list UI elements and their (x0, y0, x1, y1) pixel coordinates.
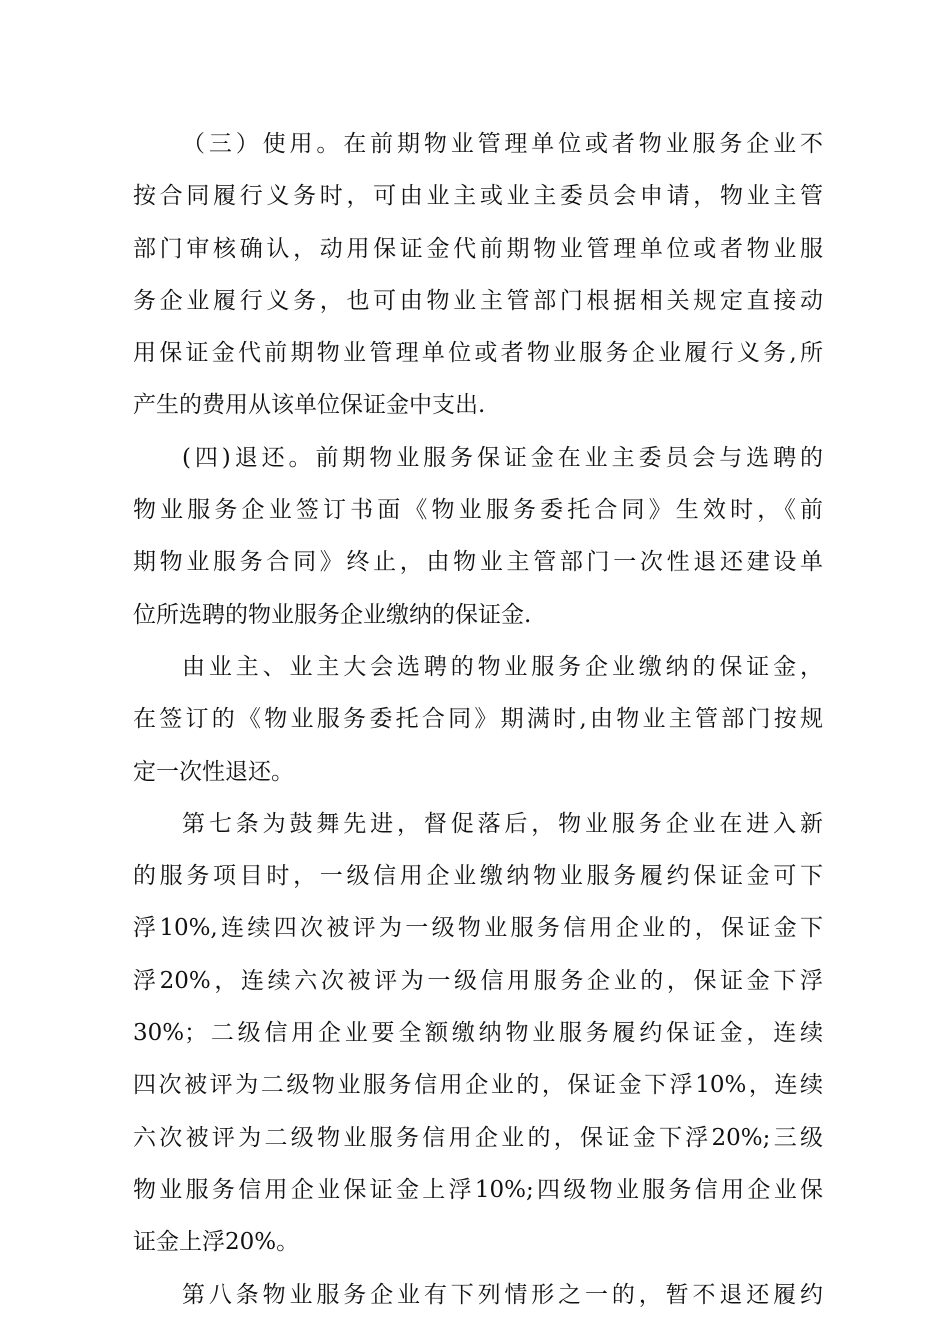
text-line: 产生的费用从该单位保证金中支出. (133, 392, 486, 419)
text-line: 用保证金代前期物业管理单位或者物业服务企业履行义务,所 (133, 340, 823, 367)
text-line: 第八条物业服务企业有下列情形之一的，暂不退还履约 (182, 1281, 823, 1308)
text-line: 四次被评为二级物业服务信用企业的，保证金下浮10%，连续 (133, 1072, 823, 1099)
text-line: 部门审核确认，动用保证金代前期物业管理单位或者物业服 (133, 235, 823, 262)
text-line: 物业服务企业签订书面《物业服务委托合同》生效时，《前 (133, 497, 823, 524)
text-line: 六次被评为二级物业服务信用企业的，保证金下浮20%;三级 (133, 1124, 823, 1151)
text-line: 按合同履行义务时，可由业主或业主委员会申请，物业主管 (133, 183, 823, 210)
text-line: 务企业履行义务，也可由物业主管部门根据相关规定直接动 (133, 287, 823, 314)
text-line: 30%；二级信用企业要全额缴纳物业服务履约保证金，连续 (133, 1020, 823, 1047)
text-line: 位所选聘的物业服务企业缴纳的保证金. (133, 601, 532, 628)
text-line: (四)退还。前期物业服务保证金在业主委员会与选聘的 (182, 444, 823, 471)
text-line: （三）使用。在前期物业管理单位或者物业服务企业不 (182, 131, 823, 157)
text-line: 证金上浮20%。 (133, 1229, 300, 1256)
document-body (133, 118, 823, 1321)
paragraph-owner-refund (133, 641, 823, 798)
text-line: 浮10%,连续四次被评为一级物业服务信用企业的，保证金下 (133, 915, 823, 942)
text-line: 物业服务信用企业保证金上浮10%;四级物业服务信用企业保 (133, 1176, 823, 1203)
paragraph-article-7 (133, 798, 823, 1269)
paragraph-use (133, 118, 823, 432)
text-line: 的服务项目时，一级信用企业缴纳物业服务履约保证金可下 (133, 863, 823, 890)
paragraph-refund (133, 432, 823, 641)
text-line: 在签订的《物业服务委托合同》期满时,由物业主管部门按规 (133, 706, 823, 733)
text-line: 由业主、业主大会选聘的物业服务企业缴纳的保证金， (182, 653, 823, 680)
text-line: 第七条为鼓舞先进，督促落后，物业服务企业在进入新 (182, 810, 823, 837)
paragraph-article-8 (133, 1269, 823, 1321)
text-line: 定一次性退还。 (133, 758, 294, 785)
text-line: 期物业服务合同》终止，由物业主管部门一次性退还建设单 (133, 549, 823, 576)
text-line: 浮20%，连续六次被评为一级信用服务企业的，保证金下浮 (133, 967, 823, 994)
